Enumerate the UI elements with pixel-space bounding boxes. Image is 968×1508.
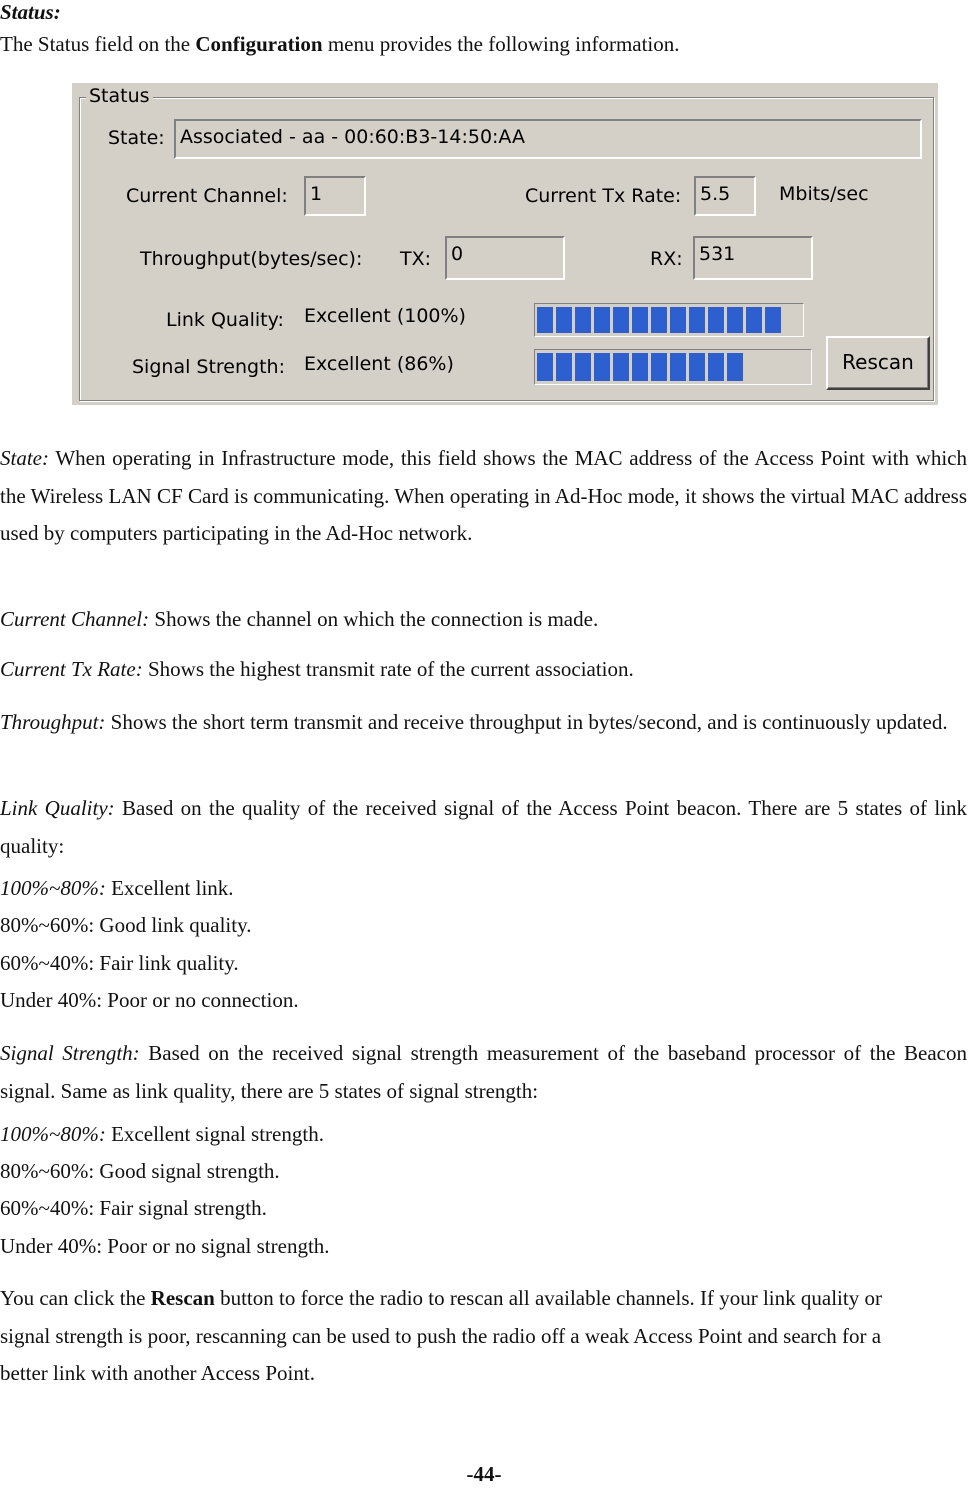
- link-quality-segment: [651, 307, 667, 333]
- txrate-paragraph: Current Tx Rate: Shows the highest transmit rate of the current association.: [0, 657, 634, 681]
- link-quality-segment: [537, 307, 553, 333]
- signal-state-3: 60%~40%: Fair signal strength.: [0, 1196, 267, 1220]
- signal-strength-segment: [575, 353, 591, 381]
- tx-rate-unit: Mbits/sec: [779, 183, 869, 205]
- signal-strength-segment: [670, 353, 686, 381]
- link-quality-segment: [746, 307, 762, 333]
- signal-state-4: Under 40%: Poor or no signal strength.: [0, 1234, 330, 1258]
- tx-rate-label: Current Tx Rate:: [525, 185, 682, 207]
- link-quality-paragraph: Link Quality: Based on the quality of the received signal of the Access Point beacon. There are 5 states of link quality:: [0, 796, 967, 858]
- signal-strength-segment: [594, 353, 610, 381]
- state-field: Associated - aa - 00:60:B3-14:50:AA: [174, 119, 922, 159]
- tx-field: 0: [445, 236, 565, 280]
- link-quality-value: Excellent (100%): [304, 305, 466, 327]
- throughput-paragraph: Throughput: Shows the short term transmit and receive throughput in bytes/second, and is continuously updated.: [0, 710, 948, 734]
- link-quality-segment: [765, 307, 781, 333]
- link-quality-segment: [632, 307, 648, 333]
- throughput-label: Throughput(bytes/sec):: [140, 248, 363, 270]
- page-number: -44-: [466, 1462, 502, 1486]
- status-dialog: [72, 83, 938, 405]
- link-quality-label: Link Quality:: [166, 309, 284, 331]
- signal-state-2: 80%~60%: Good signal strength.: [0, 1159, 280, 1183]
- link-quality-segment: [670, 307, 686, 333]
- link-quality-segment: [613, 307, 629, 333]
- section-heading: [0, 0, 61, 25]
- state-paragraph: State: When operating in Infrastructure mode, this field shows the MAC address of the Access Point with which the Wireless LAN CF Card is communicating. When operating in Ad-Hoc mode, it shows the virtual MAC address used by computers participating in the Ad-Hoc network.: [0, 446, 967, 545]
- current-channel-label: Current Channel:: [126, 185, 288, 207]
- intro-text: The Status field on the Configuration menu provides the following information.: [0, 32, 680, 56]
- signal-strength-segment: [632, 353, 648, 381]
- rescan-paragraph: You can click the Rescan button to force the radio to rescan all available channels. If your link quality or signal strength is poor, rescanning can be used to push the radio off a weak Access Point and search for a better link with another Access Point.: [0, 1286, 882, 1385]
- signal-strength-bar: [534, 349, 812, 385]
- channel-paragraph: Current Channel: Shows the channel on which the connection is made.: [0, 607, 599, 631]
- signal-strength-paragraph: Signal Strength: Based on the received signal strength measurement of the baseband processor of the Beacon signal. Same as link quality, there are 5 states of signal strength:: [0, 1041, 968, 1103]
- rx-field: 531: [693, 236, 813, 280]
- state-label: State:: [108, 127, 165, 149]
- link-state-3: 60%~40%: Fair link quality.: [0, 951, 239, 975]
- signal-strength-segment: [613, 353, 629, 381]
- link-quality-segment: [689, 307, 705, 333]
- signal-strength-segment: [727, 353, 743, 381]
- rx-label: RX:: [650, 248, 683, 270]
- signal-strength-label: Signal Strength:: [132, 356, 285, 378]
- signal-strength-segment: [537, 353, 553, 381]
- rescan-button[interactable]: Rescan: [826, 336, 930, 390]
- signal-strength-value: Excellent (86%): [304, 353, 454, 375]
- signal-strength-segment: [689, 353, 705, 381]
- signal-strength-segment: [708, 353, 724, 381]
- link-state-4: Under 40%: Poor or no connection.: [0, 988, 299, 1012]
- current-channel-field: 1: [304, 176, 366, 216]
- signal-strength-segment: [651, 353, 667, 381]
- link-quality-segment: [575, 307, 591, 333]
- link-quality-segment: [556, 307, 572, 333]
- status-heading: Status:: [0, 0, 61, 24]
- signal-state-1: 100%~80%: Excellent signal strength.: [0, 1122, 324, 1146]
- link-quality-bar: [534, 303, 804, 337]
- link-quality-segment: [708, 307, 724, 333]
- signal-strength-segment: [556, 353, 572, 381]
- status-group-title: Status: [86, 85, 153, 107]
- link-state-2: 80%~60%: Good link quality.: [0, 913, 252, 937]
- tx-rate-field: 5.5: [694, 176, 756, 216]
- link-quality-segment: [727, 307, 743, 333]
- link-state-1: 100%~80%: Excellent link.: [0, 876, 234, 900]
- link-quality-segment: [594, 307, 610, 333]
- tx-label: TX:: [400, 248, 432, 270]
